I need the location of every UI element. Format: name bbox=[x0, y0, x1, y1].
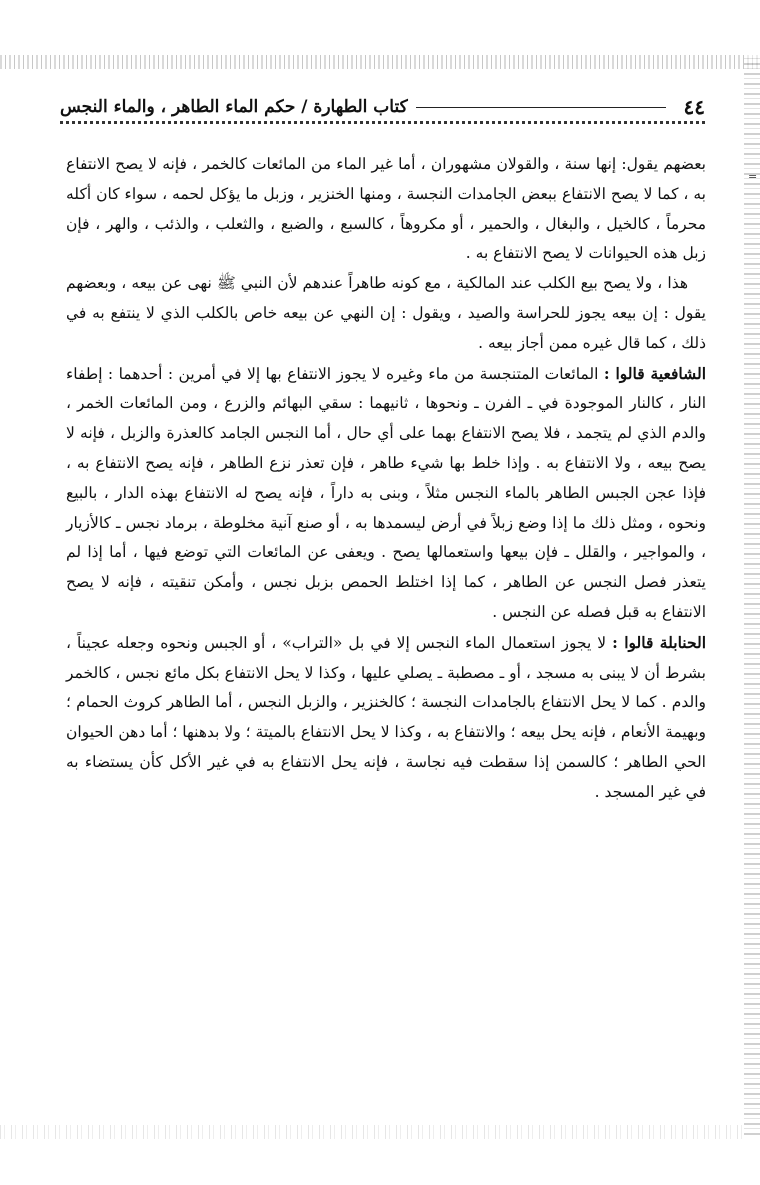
hanbali-text: لا يجوز استعمال الماء النجس إلا في بل «التراب» ، أو الجبس ونحوه وجعله عجيناً ، بشرط أن لا يبنى به مسجد ، أو ـ مصطبة ـ يصلي عليها ، وكذا لا يحل الانتفاع بكل مائع نجس ، كالخمر والدم . كما لا يحل الانتفاع بالجامدات النجسة ؛ كالخنزير ، والزبل النجس ، أما الطاهر كروث الحمام ؛ وبهيمة الأنعام ، فإنه يحل بيعه ؛ والانتفاع به ، وكذا لا يحل الانتفاع بالميتة ؛ ولا بدهنها ؛ أما دهن الحيوان الحي الطاهر ؛ كالسمن إذا سقطت فيه نجاسة ، فإنه يحل الانتفاع به في غير الأكل كأن يستضاء به في غير المسجد . bbox=[66, 633, 706, 801]
paragraph-maliki-dog-sale: هذا ، ولا يصح بيع الكلب عند المالكية ، مع كونه طاهراً عندهم لأن النبي ﷺ نهى عن بيعه ، وبعضهم يقول : إن بيعه يجوز للحراسة والصيد ، ويقول : إن النهي عن بيعه خاص بالكلب الذي لا ينتفع به في ذلك ، كما قال غيره ممن أجاز بيعه . bbox=[66, 274, 706, 352]
paragraph-shafii bbox=[66, 359, 706, 628]
scan-top-edge bbox=[0, 55, 760, 69]
running-header bbox=[60, 93, 705, 121]
shafii-label: الشافعية قالوا : bbox=[603, 363, 706, 383]
paragraph-continuation: بعضهم يقول: إنها سنة ، والقولان مشهوران ، أما غير الماء من المائعات كالخمر ، فإنه لا يصح الانتفاع به ، كما لا يصح الانتفاع ببعض الجامدات النجسة ، ومنها الخنزير ، وزبل ما يؤكل لحمه ، سواء كان أكله محرماً ، كالخيل ، والبغال ، والحمير ، أو مكروهاً ، كالسبع ، والضبع ، والثعلب ، والذئب ، والهر ، فإن زبل هذه الحيوانات لا يصح الانتفاع به . bbox=[66, 155, 706, 263]
scan-right-edge bbox=[744, 55, 760, 1135]
header-rule bbox=[416, 107, 666, 108]
hanbali-label: الحنابلة قالوا : bbox=[612, 632, 707, 652]
running-title: كتاب الطهارة / حكم الماء الطاهر ، والماء النجس bbox=[60, 97, 408, 117]
header-dotted-separator bbox=[60, 121, 705, 134]
page-number: ٤٤ bbox=[683, 95, 705, 119]
paragraph-hanbali bbox=[66, 628, 706, 808]
shafii-text: المائعات المتنجسة من ماء وغيره لا يجوز الانتفاع بها إلا في أمرين : أحدهما : إطفاء النار ، كالنار الموجودة في ـ الفرن ـ ونحوها ، ثانيهما : سقي البهائم والزرع ، ومن المائعات الخمر ، والدم الذي لم يتجمد ، فلا يصح الانتفاع بهما على أي حال ، أما النجس الجامد كالعذرة والزبل ، فإنه لا يصح بيعه ، ولا الانتفاع به . وإذا خلط بها شيء طاهر ، فإن تعذر نزع الطاهر ، فإنه يصح الانتفاع به ، فإذا عجن الجبس الطاهر بالماء النجس مثلاً ، وبنى به داراً ، فإنه يصح له الانتفاع بهذه الدار ، بالبيع ونحوه ، ومثل ذلك ما إذا وضع زبلاً في أرض ليسمدها به ، أو صنع آنية مخلوطة ، برماد نجس ـ كالأزيار ، والمواجير ، والقلل ـ فإن بيعها واستعمالها يصح . ويعفى عن المائعات التي توضع فيها ، أما إذا لم يتعذر فصل النجس عن الطاهر ، كما إذا اختلط الحمص بزبل نجس ، وأمكن تنقيته ، فإنه لا يصح الانتفاع به قبل فصله عن النجس . bbox=[66, 364, 706, 621]
page-body bbox=[66, 150, 706, 808]
margin-mark: = bbox=[748, 170, 758, 183]
scan-bottom-edge bbox=[0, 1125, 744, 1139]
